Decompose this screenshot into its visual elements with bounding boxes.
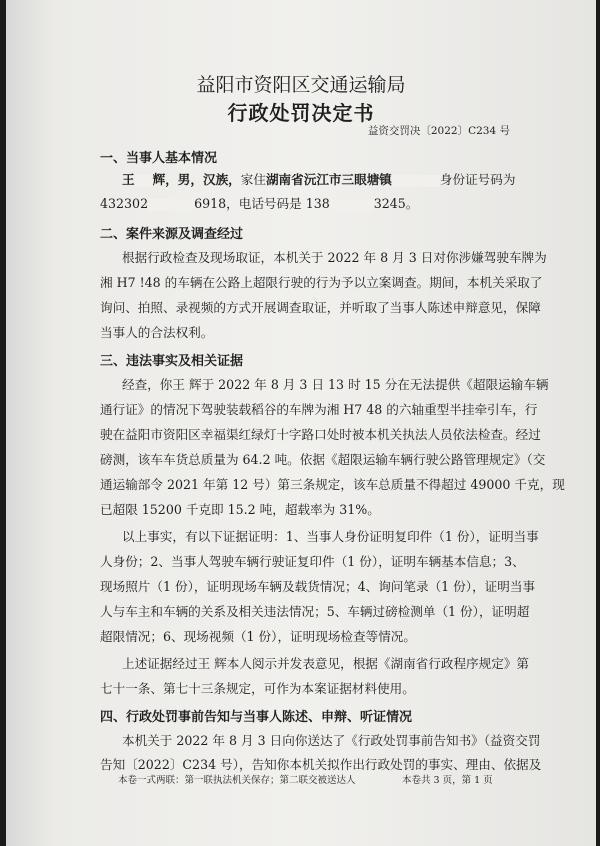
party-info-line-2: 432302 6918，电话号码是 138 3245。 xyxy=(100,196,419,211)
document-number: 益资交罚决〔2022〕C234 号 xyxy=(367,125,510,137)
s2-line: 当事人的合法权利。 xyxy=(100,325,214,340)
party-surname: 王 xyxy=(122,172,135,187)
section-3-heading: 三、违法事实及相关证据 xyxy=(100,354,244,369)
document-page xyxy=(6,0,596,846)
evidence-line: 以上事实，有以下证据证明：1、当事人身份证明复印件（1 份），证明当事 xyxy=(122,529,539,544)
party-info-line-1 xyxy=(122,169,530,188)
party-id-label: 身份证号码为 xyxy=(439,172,516,187)
party-lives: 家住 xyxy=(240,172,266,187)
s3-line: 经查，你王 辉于 2022 年 8 月 3 日 13 时 15 分在无法提供《超限运输车辆 xyxy=(122,377,549,392)
s3-line: 驶在益阳市资阳区幸福渠红绿灯十字路口处时被本机关执法人员依法检查。经过 xyxy=(100,427,541,442)
s2-line: 根据行政检查及现场取证，本机关于 2022 年 8 月 3 日对你涉嫌驾驶车牌为 xyxy=(122,250,547,265)
s2-line: 湘 H7 !48 的车辆在公路上超限行驶的行为予以立案调查。期间，本机关采取了 xyxy=(100,275,543,290)
s3-line: 通行证》的情况下驾驶装载稻谷的车牌为湘 H7 48 的六轴重型半挂牵引车，行 xyxy=(100,402,538,417)
footer-copies-note: 本卷一式两联：第一联执法机关保存；第二联交被送达人 xyxy=(118,775,356,786)
conclusion-line: 七十一条、第七十三条规定，可作为本案证据材料使用。 xyxy=(100,681,415,696)
evidence-line: 超限情况；6、现场视频（1 份），证明现场检查等情况。 xyxy=(100,629,416,644)
party-address: 湖南省沅江市三眼塘镇 xyxy=(265,172,392,187)
section-2-heading: 二、案件来源及调查经过 xyxy=(100,227,244,242)
evidence-line: 人身份；2、当事人驾驶车辆行驶证复印件（1 份），证明车辆基本信息；3、 xyxy=(100,554,525,569)
document-title: 行政处罚决定书 xyxy=(227,101,375,125)
s4-line: 本机关于 2022 年 8 月 3 日向你送达了《行政处罚事前告知书》（益资交罚 xyxy=(122,733,541,748)
s3-line: 磅测，该车车货总质量为 64.2 吨。依据《超限运输车辆行驶公路管理规定》（交 xyxy=(100,452,546,467)
section-1-heading: 一、当事人基本情况 xyxy=(100,151,218,166)
conclusion-line: 上述证据经过王 辉本人阅示并发表意见，根据《湖南省行政程序规定》第 xyxy=(122,656,530,671)
authority-title: 益阳市资阳区交通运输局 xyxy=(196,74,406,96)
s2-line: 询问、拍照、录视频的方式开展调查取证，并听取了当事人陈述申辩意见，保障 xyxy=(100,300,541,315)
s4-line: 告知〔2022〕C234 号），告知你本机关拟作出行政处罚的事实、理由、依据及 xyxy=(100,757,542,772)
evidence-line: 现场照片（1 份），证明现场车辆及载货情况；4、询问笔录（1 份），证明当事 xyxy=(100,579,536,594)
section-4-heading: 四、行政处罚事前告知与当事人陈述、申辩、听证情况 xyxy=(100,710,413,725)
evidence-line: 人与车主和车辆的关系及相关违法情况；5、车辆过磅检测单（1 份），证明超 xyxy=(100,604,530,619)
s3-line: 通运输部令 2021 年第 12 号）第三条规定，该车总质量不得超过 49000 千克，现 xyxy=(100,477,565,492)
footer-page-number: 本卷共 3 页，第 1 页 xyxy=(402,775,493,786)
party-basic: 辉，男，汉族， xyxy=(152,172,241,187)
s3-line: 已超限 15200 千克即 15.2 吨，超载率为 31%。 xyxy=(100,502,380,517)
